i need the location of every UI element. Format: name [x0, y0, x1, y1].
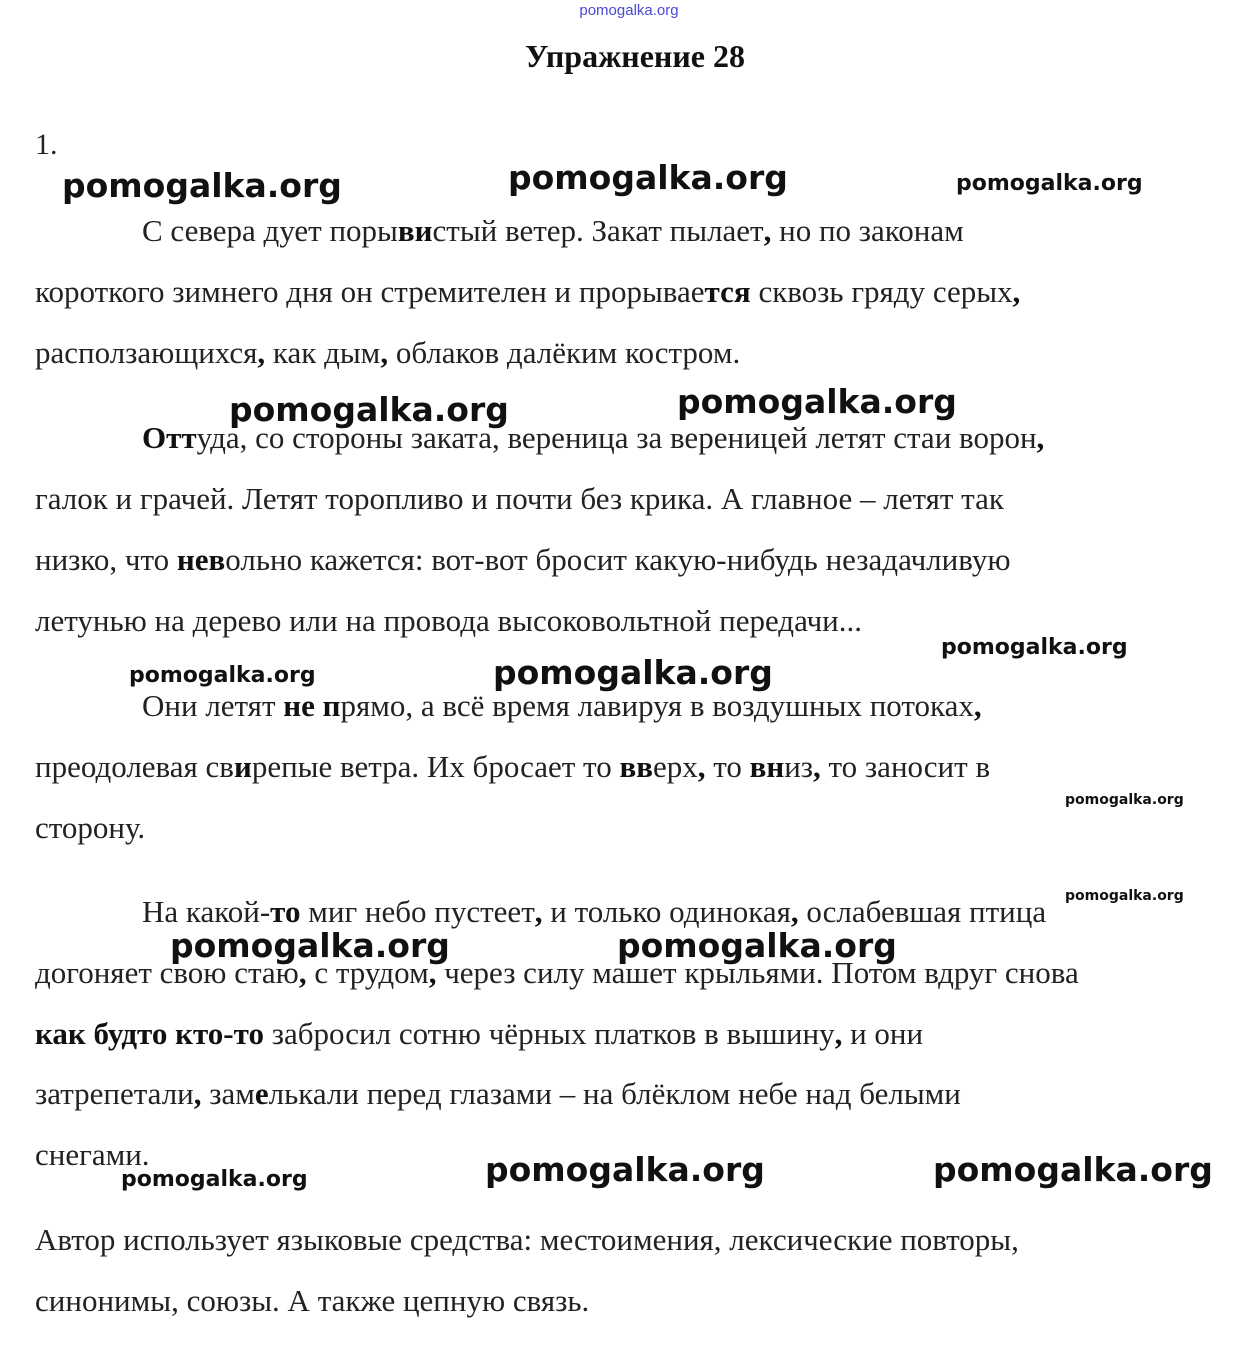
paragraph-4-line-1	[142, 894, 1046, 930]
text-run: преодолевая св	[35, 749, 234, 784]
bold-text-run: ,	[380, 335, 389, 370]
text-run: ерх	[652, 749, 698, 784]
text-run: сквозь гряду серых	[750, 274, 1013, 309]
watermark: pomogalka.org	[508, 158, 788, 197]
text-run: синонимы, союзы. А также цепную связь.	[35, 1283, 590, 1318]
text-run: то	[705, 749, 750, 784]
text-run: с трудом	[306, 955, 429, 990]
text-run: На какой-	[142, 894, 271, 929]
watermark: pomogalka.org	[493, 653, 773, 692]
text-run: через силу машет крыльями. Потом вдруг снова	[436, 955, 1079, 990]
text-run: сторону.	[35, 810, 146, 845]
bold-text-run: тся	[704, 274, 751, 309]
text-run: лькали перед глазами – на блёклом небе над белыми	[268, 1076, 961, 1111]
section-number: 1.	[35, 128, 58, 161]
bold-text-run: ,	[697, 749, 706, 784]
text-run: уда, со стороны заката, вереница за вереницей летят стаи ворон	[196, 420, 1037, 455]
header-site-link[interactable]: pomogalka.org	[579, 2, 679, 19]
watermark: pomogalka.org	[617, 926, 897, 965]
text-run: галок и грачей. Летят торопливо и почти без крика. А главное – летят так	[35, 481, 1004, 516]
text-run: расползающихся	[35, 335, 258, 370]
text-run: снегами.	[35, 1137, 150, 1172]
text-run: С севера дует поры	[142, 213, 398, 248]
paragraph-4-line-4	[35, 1076, 961, 1112]
paragraph-1-line-2	[35, 274, 1020, 310]
bold-text-run: ,	[834, 1016, 843, 1051]
bold-text-run: ,	[257, 335, 266, 370]
watermark: pomogalka.org	[121, 1167, 308, 1192]
text-run: забросил сотню чёрных платков в вышину	[263, 1016, 835, 1051]
text-run: но по законам	[771, 213, 964, 248]
text-run: репые ветра. Их бросает то	[251, 749, 620, 784]
text-run: ольно кажется: вот-вот бросит какую-нибудь незадачливую	[225, 542, 1011, 577]
text-run: как дым	[265, 335, 381, 370]
bold-text-run: как будто кто-то	[35, 1016, 264, 1051]
answer-line-1	[35, 1222, 1019, 1258]
text-run: облаков далёким костром.	[388, 335, 741, 370]
watermark: pomogalka.org	[1065, 888, 1184, 904]
watermark: pomogalka.org	[170, 926, 450, 965]
text-run: затрепетали	[35, 1076, 194, 1111]
paragraph-3-line-2	[35, 749, 990, 785]
text-run: рямо, а всё время лавируя в воздушных потоках	[340, 688, 974, 723]
watermark: pomogalka.org	[485, 1150, 765, 1189]
bold-text-run: е	[254, 1076, 269, 1111]
text-run: Они летят	[142, 688, 284, 723]
text-run: и только одинокая	[542, 894, 791, 929]
paragraph-4-line-3	[35, 1016, 923, 1052]
paragraph-1-line-3	[35, 335, 740, 371]
text-run: ослабевшая птица	[798, 894, 1047, 929]
bold-text-run: и	[233, 749, 252, 784]
bold-text-run: ,	[1012, 274, 1021, 309]
bold-text-run: Отт	[142, 420, 197, 455]
bold-text-run: в	[397, 213, 415, 248]
bold-text-run: ,	[1036, 420, 1045, 455]
bold-text-run: ,	[298, 955, 307, 990]
text-run: короткого зимнего дня он стремителен и прорывае	[35, 274, 705, 309]
text-run: и они	[842, 1016, 924, 1051]
watermark: pomogalka.org	[129, 663, 316, 688]
bold-text-run: ,	[534, 894, 543, 929]
bold-text-run: вн	[749, 749, 785, 784]
page-title: Упражнение 28	[524, 38, 745, 74]
text-run: низко, что	[35, 542, 177, 577]
text-run: из	[784, 749, 814, 784]
answer-line-2	[35, 1283, 589, 1319]
bold-text-run: не п	[283, 688, 341, 723]
bold-text-run: ,	[428, 955, 437, 990]
text-run: Автор использует языковые средства: местоимения, лексические повторы,	[35, 1222, 1019, 1257]
paragraph-1-line-1	[142, 213, 964, 249]
bold-text-run: ,	[813, 749, 821, 784]
text-run: миг небо пустеет	[300, 894, 535, 929]
bold-text-run: ,	[763, 213, 772, 248]
text-run: стый ветер. Закат пылает	[432, 213, 764, 248]
watermark: pomogalka.org	[941, 635, 1128, 660]
bold-text-run: вв	[619, 749, 653, 784]
watermark: pomogalka.org	[956, 171, 1143, 196]
text-run: то заносит в	[820, 749, 991, 784]
watermark: pomogalka.org	[933, 1150, 1213, 1189]
watermark: pomogalka.org	[229, 390, 509, 429]
text-run: зам	[201, 1076, 255, 1111]
paragraph-3-line-1	[142, 688, 982, 724]
text-run: летунью на дерево или на провода высоковольтной передачи...	[35, 603, 863, 638]
bold-text-run: и	[414, 213, 433, 248]
bold-text-run: ,	[973, 688, 982, 723]
paragraph-2-line-2	[35, 481, 1004, 517]
paragraph-2-line-3	[35, 542, 1010, 578]
paragraph-3-line-3	[35, 810, 145, 846]
bold-text-run: то	[270, 894, 301, 929]
bold-text-run: ,	[790, 894, 799, 929]
bold-text-run: ,	[193, 1076, 202, 1111]
paragraph-2-line-4	[35, 603, 862, 639]
text-run: догоняет свою стаю	[35, 955, 299, 990]
watermark: pomogalka.org	[1065, 792, 1184, 808]
bold-text-run: нев	[176, 542, 226, 577]
watermark: pomogalka.org	[677, 382, 957, 421]
watermark: pomogalka.org	[62, 166, 342, 205]
